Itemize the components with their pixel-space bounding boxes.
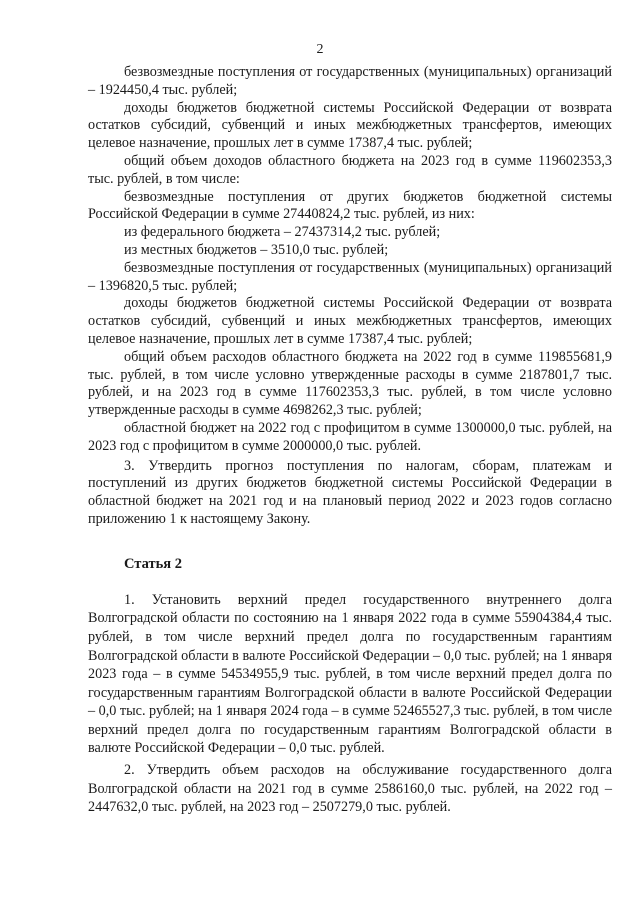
paragraph-debt-upper-limit: 1. Установить верхний предел государственного внутреннего долга Волгоградской области по состоянию на 1 января 2022 года в сумме 55904384,4 тыс. рублей, в том числе верхний предел долга по государственным гарантиям Волгоградской области в валюте Российской Федерации – 0,0 тыс. рублей; на 1 января 2023 года – в сумме 54534955,9 тыс. рублей, в том числе верхний предел долга по государственным гарантиям Волгоградской области в валюте Российской Федерации – 0,0 тыс. рублей; на 1 января 2024 года – в сумме 52465527,3 тыс. рублей, в том числе верхний предел долга по государственным гарантиям Волгоградской области в валюте Российской Федерации – 0,0 тыс. рублей. — [88, 591, 612, 757]
paragraph-debt-service-expenses: 2. Утвердить объем расходов на обслуживание государственного долга Волгоградской области на 2021 год в сумме 2586160,0 тыс. рублей, на 2022 год – 2447632,0 тыс. рублей, на 2023 год – 2507279,0 тыс. рублей. — [88, 762, 612, 816]
paragraph-budget-surplus: областной бюджет на 2022 год с профицитом в сумме 1300000,0 тыс. рублей, на 2023 год с профицитом в сумме 2000000,0 тыс. рублей. — [88, 419, 612, 454]
paragraph-federal-budget-2023: из федерального бюджета – 27437314,2 тыс. рублей; — [124, 224, 441, 241]
paragraph-local-budgets-2023: из местных бюджетов – 3510,0 тыс. рублей; — [124, 241, 389, 258]
paragraph-item-3-revenue-forecast: 3. Утвердить прогноз поступления по налогам, сборам, платежам и поступлений из других бюджетов бюджетной системы Российской Федерации в областной бюджет на 2021 год и на плановый период 2022 и 2023 годов согласно приложению 1 к настоящему Закону. — [88, 457, 612, 527]
paragraph-gratuitous-receipts-budgets-2023: безвозмездные поступления от других бюджетов бюджетной системы Российской Федерации в сумме 27440824,2 тыс. рублей, из них: — [88, 188, 612, 223]
article-2-heading: Статья 2 — [124, 555, 182, 572]
paragraph-gratuitous-receipts-orgs-2022: безвозмездные поступления от государственных (муниципальных) организаций – 1924450,4 тыс. рублей; — [88, 64, 612, 98]
page-number: 2 — [316, 42, 324, 57]
paragraph-total-revenue-2023: общий объем доходов областного бюджета на 2023 год в сумме 119602353,3 тыс. рублей, в том числе: — [88, 152, 612, 187]
article-1-continuation — [88, 64, 612, 529]
paragraph-return-of-balances-2022: доходы бюджетов бюджетной системы Российской Федерации от возврата остатков субсидий, субвенций и иных межбюджетных трансфертов, имеющих целевое назначение, прошлых лет в сумме 17387,4 тыс. рублей; — [88, 99, 612, 152]
paragraph-gratuitous-receipts-orgs-2023: безвозмездные поступления от государственных (муниципальных) организаций – 1396820,5 тыс. рублей; — [88, 259, 612, 294]
document-body — [88, 64, 612, 817]
article-2 — [88, 591, 612, 817]
paragraph-total-expenditure-2022-2023: общий объем расходов областного бюджета на 2022 год в сумме 119855681,9 тыс. рублей, в том числе условно утвержденные расходы в сумме 2187801,7 тыс. рублей, и на 2023 год в сумме 117602353,3 тыс. рублей, в том числе условно утвержденные расходы в сумме 4698262,3 тыс. рублей; — [88, 348, 612, 419]
paragraph-return-of-balances-2023: доходы бюджетов бюджетной системы Российской Федерации от возврата остатков субсидий, субвенций и иных межбюджетных трансфертов, имеющих целевое назначение, прошлых лет в сумме 17387,4 тыс. рублей; — [88, 295, 612, 347]
